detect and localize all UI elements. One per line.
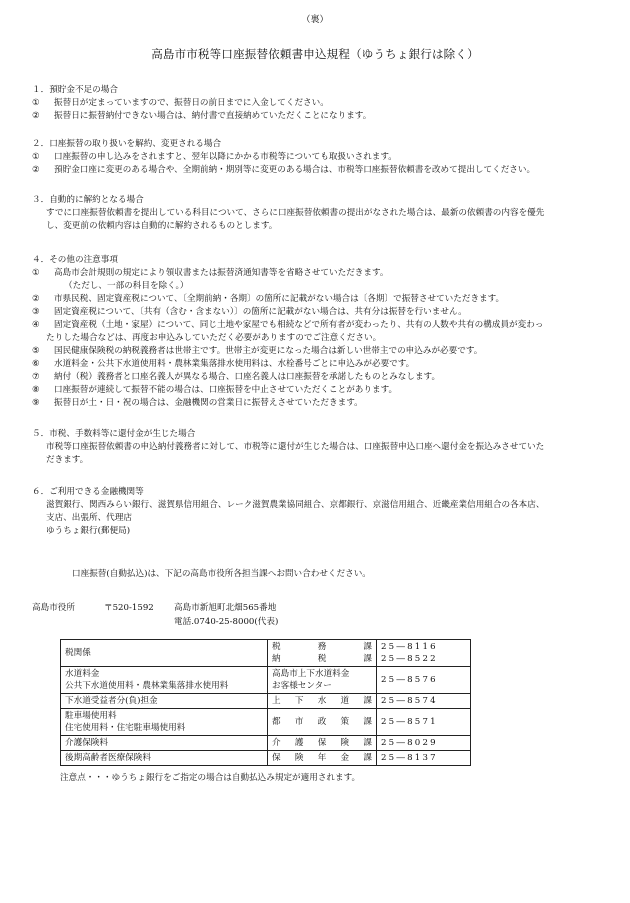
table-cell-office	[268, 709, 377, 736]
contact-intro: 口座振替(自動払込)は、下記の高島市役所各担当課へお問い合わせください。	[72, 569, 371, 579]
list-item-sub: （ただし、一部の科目を除く。）	[64, 281, 189, 291]
section-5	[32, 428, 610, 467]
table-cell-tel: 25―8576	[377, 667, 471, 694]
list-item: ② 預貯金口座に変更のある場合や、全期前納・期別等に変更のある場合は、市税等口座振替依頼書を改めて提出してください。	[32, 165, 536, 175]
section-4	[32, 254, 610, 410]
paragraph-line: すでに口座振替依頼書を提出している科目について、さらに口座振替依頼書の提出がなされた場合は、最新の依頼書の内容を優先	[46, 208, 545, 218]
office-name-spread	[272, 695, 372, 707]
page-title: 高島市市税等口座振替依頼書申込規程（ゆうちょ銀行は除く）	[151, 47, 479, 61]
office-name-char: 保	[317, 738, 327, 748]
office-name-spread	[272, 641, 372, 653]
office-postal: 〒520-1592	[104, 603, 154, 613]
table-row	[61, 751, 471, 766]
office-name-char: 上	[272, 696, 281, 706]
office-name-char: 納	[272, 654, 281, 664]
office-name-char: 務	[317, 642, 327, 652]
office-name-spread	[272, 737, 372, 749]
table-cell-dept: 下水道受益者分(負)担金	[61, 694, 268, 709]
section-heading: ３．自動的に解約となる場合	[32, 195, 144, 205]
list-item: ⑧ 口座振替が連続して振替不能の場合は、口座振替を中止させていただくことがあります。	[32, 385, 398, 395]
table-cell-tel: 25―8029	[377, 736, 471, 751]
table-row	[61, 694, 471, 709]
table-cell-office	[268, 736, 377, 751]
table-cell-tel: 25―8571	[377, 709, 471, 736]
section-2	[32, 138, 610, 177]
office-name-char: 介	[272, 738, 281, 748]
table-cell-office	[268, 640, 377, 667]
office-name-char: 水	[317, 696, 327, 706]
office-name-char: 策	[340, 717, 350, 727]
page-side-label: （裏）	[301, 15, 329, 25]
table-cell-office	[268, 751, 377, 766]
office-name-char: 保	[272, 753, 281, 763]
table-cell-dept: 後期高齢者医療保険料	[61, 751, 268, 766]
office-name-char: 課	[363, 717, 372, 727]
section-heading: ４．その他の注意事項	[32, 255, 118, 265]
office-name-spread	[272, 653, 372, 665]
section-6	[32, 486, 610, 538]
section-heading: ５．市税、手数料等に還付金が生じた場合	[32, 429, 196, 439]
section-1	[32, 84, 610, 123]
office-name-char: 課	[363, 696, 372, 706]
list-item: ① 口座振替の申し込みをされますと、翌年以降にかかる市税等についても取扱いされます。	[32, 152, 397, 162]
office-phone: 電話.0740-25-8000(代表)	[174, 617, 279, 627]
list-item: ② 市県民税、固定資産税について、〔全期前納・各期〕の箇所に記載がない場合は〔各期〕で振替させていただきます。	[32, 294, 505, 304]
paragraph-line: し、変更前の依頼内容は自動的に解約されるものとします。	[46, 221, 278, 231]
table-cell-tel: 25―8116 25―8522	[377, 640, 471, 667]
table-cell-office: 高島市上下水道料金 お客様センター	[268, 667, 377, 694]
office-name: 高島市役所	[32, 603, 75, 613]
office-name-char: 政	[317, 717, 327, 727]
list-item: ⑨ 振替日が土・日・祝の場合は、金融機関の営業日に振替えさせていただきます。	[32, 398, 363, 408]
contact-table	[60, 639, 471, 766]
paragraph-line: ゆうちょ銀行(郵便局)	[46, 526, 131, 536]
table-cell-tel: 25―8137	[377, 751, 471, 766]
office-name-char: 険	[340, 738, 350, 748]
table-row	[61, 736, 471, 751]
list-item: ④ 固定資産税（土地・家屋）について、同じ土地や家屋でも相続などで所有者が変わったり、共有の人数や共有の構成員が変わっ	[32, 320, 544, 330]
table-cell-dept: 水道料金 公共下水道使用料・農林業集落排水使用料	[61, 667, 268, 694]
table-cell-dept: 介護保険料	[61, 736, 268, 751]
table-row	[61, 667, 471, 694]
office-name-char: 課	[363, 642, 372, 652]
table-cell-office	[268, 694, 377, 709]
table-row	[61, 640, 471, 667]
paragraph-line: だきます。	[46, 455, 89, 465]
paragraph-line: 滋賀銀行、関西みらい銀行、滋賀県信用組合、レーク滋賀農業協同組合、京都銀行、京滋信用組合、近畿産業信用組合の各本店、	[46, 500, 545, 510]
office-name-char: 道	[340, 696, 350, 706]
paragraph-line: 支店、出張所、代理店	[46, 513, 132, 523]
office-name-char: 課	[363, 753, 372, 763]
section-heading: ６．ご利用できる金融機関等	[32, 487, 144, 497]
office-name-char: 下	[294, 696, 304, 706]
office-name-char: 護	[294, 738, 304, 748]
office-name-spread	[272, 752, 372, 764]
table-row	[61, 709, 471, 736]
office-name-char: 金	[340, 753, 350, 763]
list-item: ③ 固定資産税について、〔共有（含む・含まない）〕の箇所に記載がない場合は、共有分は振替を行いません。	[32, 307, 467, 317]
office-name-char: 課	[363, 654, 372, 664]
office-address: 高島市新旭町北畑565番地	[174, 603, 277, 613]
list-item: ⑦ 納付（税）義務者と口座名義人が異なる場合、口座名義人は口座振替を承諾したものとみなします。	[32, 372, 441, 382]
section-heading: １．預貯金不足の場合	[32, 85, 118, 95]
section-3	[32, 194, 610, 233]
paragraph-line: 市税等口座振替依頼書の申込納付義務者に対して、市税等に還付が生じた場合は、口座振替申込口座へ還付金を振込みさせていた	[46, 442, 545, 452]
office-name-char: 年	[317, 753, 327, 763]
footer-note: 注意点・・・ゆうちょ銀行をご指定の場合は自動払込み規定が適用されます。	[60, 773, 361, 783]
office-name-char: 課	[363, 738, 372, 748]
list-item: ① 高島市会計規則の規定により領収書または振替済通知書等を省略させていただきます。	[32, 268, 389, 278]
office-name-char: 税	[272, 642, 281, 652]
list-item-continuation: たりした場合などは、再度お申込みしていただく必要がありますのでご注意ください。	[46, 333, 382, 343]
list-item: ① 振替日が定まっていますので、振替日の前日までに入金してください。	[32, 98, 329, 108]
office-info	[32, 601, 278, 629]
office-name-char: 険	[294, 753, 304, 763]
table-cell-tel: 25―8574	[377, 694, 471, 709]
office-name-char: 市	[294, 717, 304, 727]
table-cell-dept: 税関係	[61, 640, 268, 667]
office-name-char: 税	[317, 654, 327, 664]
office-name-char: 都	[272, 717, 281, 727]
list-item: ⑤ 国民健康保険税の納税義務者は世帯主です。世帯主が変更になった場合は新しい世帯主での申込みが必要です。	[32, 346, 483, 356]
office-name-spread	[272, 716, 372, 728]
list-item: ② 振替日に振替納付できない場合は、納付書で直接納めていただくことになります。	[32, 111, 372, 121]
table-cell-dept: 駐車場使用料 住宅使用料・住宅駐車場使用料	[61, 709, 268, 736]
section-heading: ２．口座振替の取り扱いを解約、変更される場合	[32, 139, 222, 149]
list-item: ⑥ 水道料金・公共下水道使用料・農林業集落排水使用料は、水栓番号ごとに申込みが必要です。	[32, 359, 415, 369]
